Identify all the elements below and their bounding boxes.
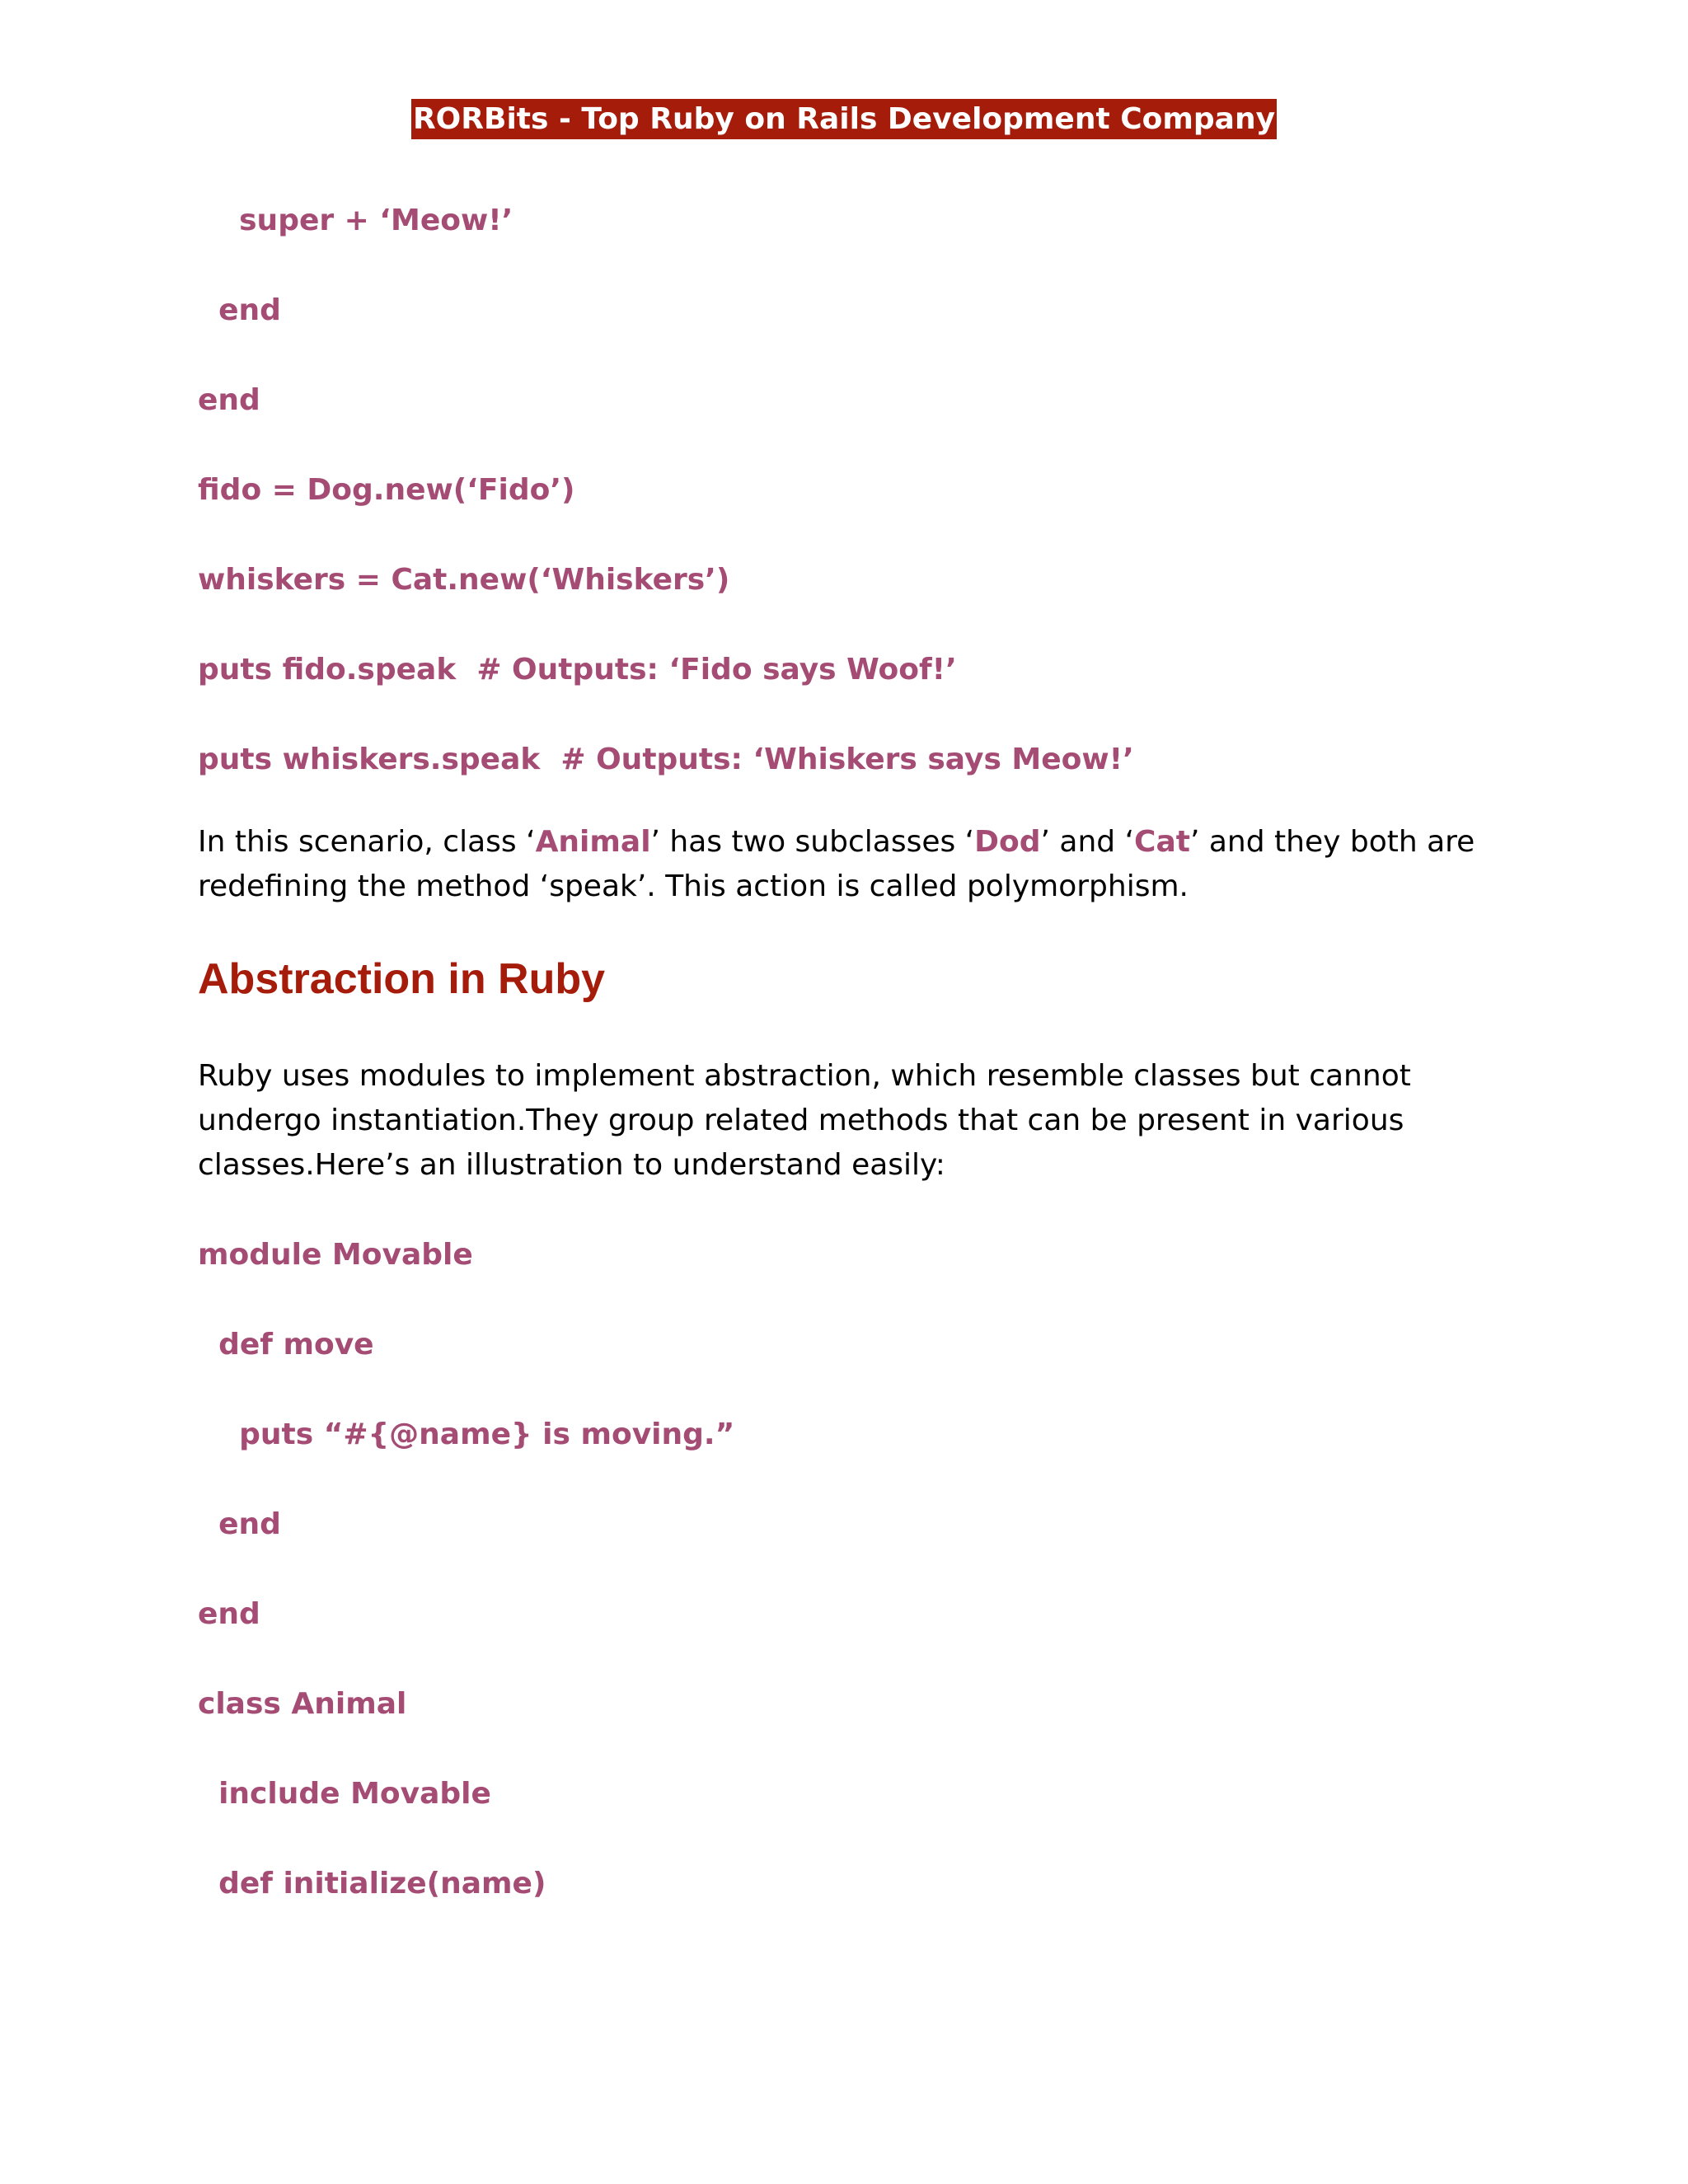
code-line: puts fido.speak # Outputs: ‘Fido says Woof!’ [198,653,957,687]
section-heading: Abstraction in Ruby [198,955,606,1003]
polymorphism-paragraph [198,820,1484,909]
code-line: end [198,293,281,327]
paragraph-text: ’ and ‘ [1040,825,1135,859]
header-title: RORBits - Top Ruby on Rails Development Company [411,99,1277,139]
code-line: puts “#{@name} is moving.” [198,1418,735,1451]
abstraction-paragraph: Ruby uses modules to implement abstraction, which resemble classes but cannot undergo instantiation.They group related methods that can be present in various classes.Here’s an illustration to understand easily: [198,1059,1411,1182]
paragraph-text: In this scenario, class ‘ [198,825,536,859]
code-block-1 [198,198,1517,783]
code-block-2 [198,1232,1517,1907]
code-line: end [198,1597,260,1631]
code-line: puts whiskers.speak # Outputs: ‘Whiskers says Meow!’ [198,743,1134,776]
code-line: end [198,383,260,417]
code-line: end [198,1507,281,1541]
inline-code-dod: Dod [974,825,1041,859]
code-line: whiskers = Cat.new(‘Whiskers’) [198,563,730,597]
header-banner [0,98,1688,141]
inline-code-animal: Animal [535,825,651,859]
code-line: include Movable [198,1777,491,1811]
code-line: super + ‘Meow!’ [198,204,513,237]
code-line: class Animal [198,1687,407,1721]
inline-code-cat: Cat [1134,825,1190,859]
code-line: module Movable [198,1238,473,1272]
paragraph-text: ’ and they both are redefining the method ‘speak’. This action is called polymorphism. [198,825,1475,903]
document-content [198,198,1517,1951]
paragraph-text: ’ has two subclasses ‘ [650,825,975,859]
code-line: fido = Dog.new(‘Fido’) [198,473,575,507]
code-line: def initialize(name) [198,1867,546,1900]
code-line: def move [198,1328,374,1361]
